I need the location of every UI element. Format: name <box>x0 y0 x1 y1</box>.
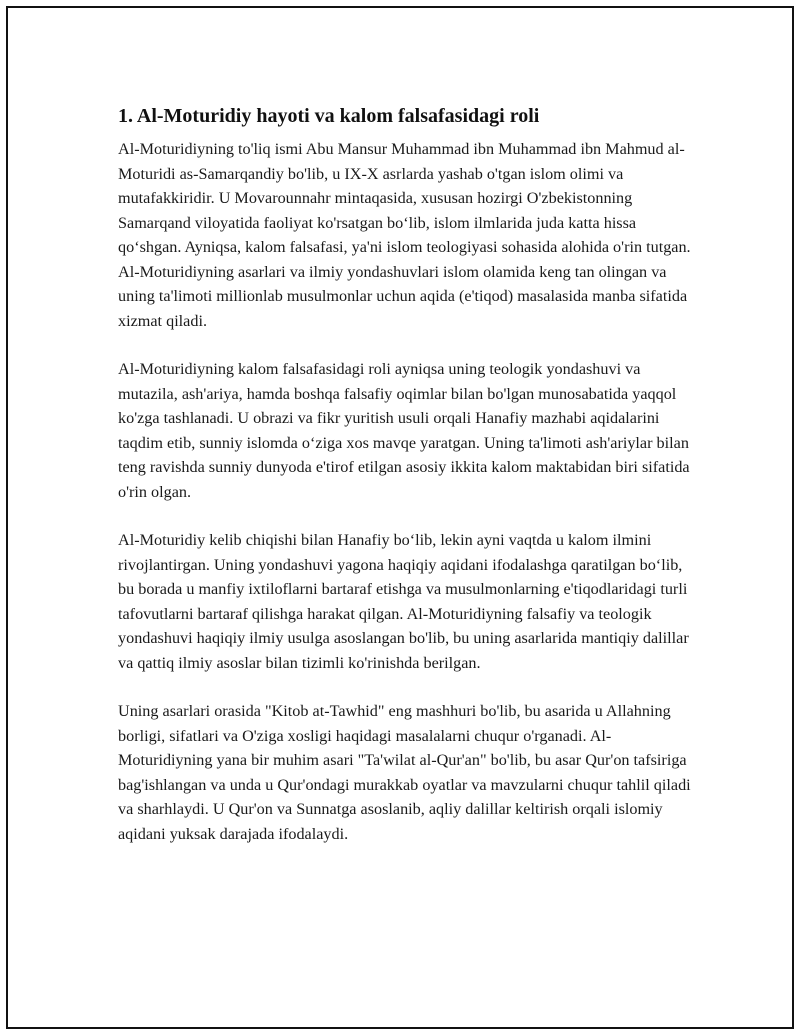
paragraph-3: Al-Moturidiy kelib chiqishi bilan Hanafiy bo‘lib, lekin ayni vaqtda u kalom ilmini rivojlantirgan. Uning yondashuvi yagona haqiqiy aqidani ifodalashga qaratilgan bo‘lib, bu borada u manfiy ixtiloflarni bartaraf etishga va musulmonlarning e'tiqodlaridagi turli tafovutlarni bartaraf qilishga harakat qilgan. Al-Moturidiyning falsafiy va teologik yondashuvi haqiqiy ilmiy usulga asoslangan bo'lib, bu uning asarlarida mantiqiy dalillar va qattiq ilmiy asoslar bilan tizimli ko'rinishda berilgan. <box>118 531 689 672</box>
document-body <box>118 103 698 870</box>
paragraph-4: Uning asarlari orasida "Kitob at-Tawhid" eng mashhuri bo'lib, bu asarida u Allahning borligi, sifatlari va O'ziga xosligi haqidagi masalalarni chuqur o'rganadi. Al-Moturidiyning yana bir muhim asari "Ta'wilat al-Qur'an" bo'lib, bu asar Qur'on tafsiriga bag'ishlangan va unda u Qur'ondagi murakkab oyatlar va mavzularni chuqur tahlil qiladi va sharhlaydi. U Qur'on va Sunnatga asoslanib, aqliy dalillar keltirish orqali islomiy aqidani yuksak darajada ifodalaydi. <box>118 702 691 843</box>
page-frame <box>6 6 794 1029</box>
section-heading: 1. Al-Moturidiy hayoti va kalom falsafasidagi roli <box>118 105 540 127</box>
paragraph-2: Al-Moturidiyning kalom falsafasidagi roli ayniqsa uning teologik yondashuvi va mutazila, ash'ariya, hamda boshqa falsafiy oqimlar bilan bo'lgan munosabatida yaqqol ko'zga tashlanadi. U obrazi va fikr yuritish usuli orqali Hanafiy mazhabi aqidalarini taqdim etib, sunniy islomda o‘ziga xos mavqe yaratgan. Uning ta'limoti ash'ariylar bilan teng ravishda sunniy dunyoda e'tirof etilgan asosiy ikkita kalom maktabidan biri sifatida o'rin olgan. <box>118 360 690 501</box>
paragraph-1: Al-Moturidiyning to'liq ismi Abu Mansur Muhammad ibn Muhammad ibn Mahmud al-Moturidi as-Samarqandiy bo'lib, u IX-X asrlarda yashab o'tgan islom olimi va mutafakkiridir. U Movarounnahr mintaqasida, xususan hozirgi O'zbekistonning Samarqand viloyatida faoliyat ko'rsatgan bo‘lib, islom ilmlarida juda katta hissa qo‘shgan. Ayniqsa, kalom falsafasi, ya'ni islom teologiyasi sohasida alohida o'rin tutgan. Al-Moturidiyning asarlari va ilmiy yondashuvlari islom olamida keng tan olingan va uning ta'limoti millionlab musulmonlar uchun aqida (e'tiqod) masalasida manba sifatida xizmat qiladi. <box>118 140 691 330</box>
